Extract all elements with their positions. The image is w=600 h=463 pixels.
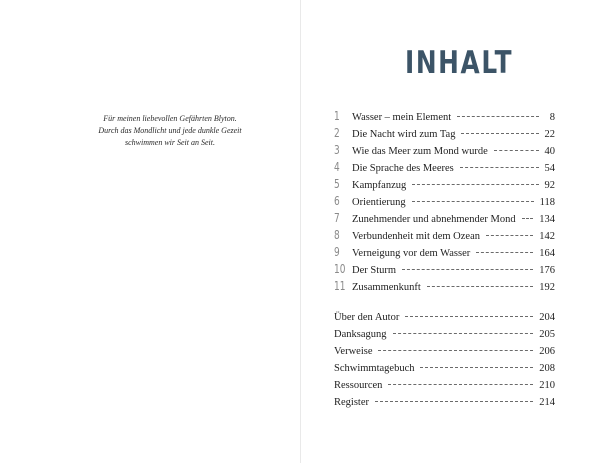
chapter-title: Die Nacht wird zum Tag	[352, 129, 456, 140]
chapter-title: Wie das Meer zum Mond wurde	[352, 146, 488, 157]
page-number: 54	[544, 163, 555, 174]
toc-entry[interactable]	[334, 176, 555, 193]
toc-entry[interactable]	[334, 394, 555, 411]
page-number: 214	[539, 397, 555, 408]
dot-leader	[375, 401, 533, 402]
dot-leader	[405, 316, 533, 317]
dot-leader	[476, 252, 533, 253]
chapter-title: Verbundenheit mit dem Ozean	[352, 231, 480, 242]
chapter-title: Zunehmender und abnehmender Mond	[352, 214, 516, 225]
back-matter-title: Register	[334, 397, 369, 408]
chapter-title: Zusammenkunft	[352, 282, 421, 293]
dedication-line: schwimmen wir Seit an Seit.	[125, 138, 215, 147]
page-number: 210	[539, 380, 555, 391]
page-number: 206	[539, 346, 555, 357]
dot-leader	[460, 167, 539, 168]
page-number: 92	[544, 180, 555, 191]
toc-entry[interactable]	[334, 377, 555, 394]
back-matter-title: Danksagung	[334, 329, 387, 340]
chapter-title: Verneigung vor dem Wasser	[352, 248, 471, 259]
toc-entry[interactable]	[334, 360, 555, 377]
page-number: 176	[539, 265, 555, 276]
chapter-number: 8	[334, 228, 340, 242]
dot-leader	[378, 350, 533, 351]
dedication-line: Durch das Mondlicht und jede dunkle Gezeit	[98, 126, 242, 135]
chapter-number: 1	[334, 109, 340, 123]
toc-entry[interactable]	[334, 142, 555, 159]
page-number: 142	[539, 231, 555, 242]
page-number: 40	[544, 146, 555, 157]
toc-entry[interactable]	[334, 210, 555, 227]
page-number: 164	[539, 248, 555, 259]
dot-leader	[402, 269, 533, 270]
chapter-number: 3	[334, 143, 340, 157]
dot-leader	[461, 133, 538, 134]
page-number: 8	[549, 112, 555, 123]
dot-leader	[486, 235, 533, 236]
chapter-number: 7	[334, 211, 340, 225]
chapter-number: 5	[334, 177, 340, 191]
dot-leader	[412, 184, 538, 185]
dot-leader	[457, 116, 539, 117]
back-matter-title: Verweise	[334, 346, 373, 357]
dot-leader	[388, 384, 533, 385]
dot-leader	[494, 150, 539, 151]
toc-entry[interactable]	[334, 159, 555, 176]
toc-entry[interactable]	[334, 309, 555, 326]
page-number: 118	[539, 197, 555, 208]
back-matter-title: Schwimmtagebuch	[334, 363, 415, 374]
dot-leader	[420, 367, 533, 368]
back-matter-title: Über den Autor	[334, 312, 400, 323]
toc-entry[interactable]	[334, 227, 555, 244]
page-number: 204	[539, 312, 555, 323]
toc-entry[interactable]	[334, 108, 555, 125]
page-gutter	[300, 0, 301, 463]
chapter-number: 2	[334, 126, 340, 140]
chapter-title: Kampfanzug	[352, 180, 407, 191]
page-number: 22	[544, 129, 555, 140]
toc-entry[interactable]	[334, 261, 555, 278]
chapter-list	[334, 108, 555, 295]
toc-entry[interactable]	[334, 278, 555, 295]
chapter-title: Orientierung	[352, 197, 406, 208]
dot-leader	[412, 201, 534, 202]
chapter-number: 10	[334, 262, 346, 276]
back-matter-list	[334, 309, 555, 411]
page-number: 192	[539, 282, 555, 293]
page-number: 205	[539, 329, 555, 340]
dot-leader	[427, 286, 533, 287]
toc-entry[interactable]	[334, 244, 555, 261]
toc-entry[interactable]	[334, 343, 555, 360]
chapter-title: Wasser – mein Element	[352, 112, 452, 123]
chapter-number: 11	[334, 279, 346, 293]
dedication-line: Für meinen liebevollen Gefährten Blyton.	[103, 114, 237, 123]
page-number: 208	[539, 363, 555, 374]
dedication	[82, 113, 258, 149]
dot-leader	[522, 218, 534, 219]
chapter-title: Der Sturm	[352, 265, 397, 276]
chapter-title: Die Sprache des Meeres	[352, 163, 454, 174]
page-number: 134	[539, 214, 555, 225]
toc-title: INHALT	[405, 45, 514, 81]
dot-leader	[393, 333, 534, 334]
back-matter-title: Ressourcen	[334, 380, 383, 391]
toc-entry[interactable]	[334, 125, 555, 142]
chapter-number: 6	[334, 194, 340, 208]
chapter-number: 4	[334, 160, 340, 174]
chapter-number: 9	[334, 245, 340, 259]
toc-entry[interactable]	[334, 193, 555, 210]
toc-entry[interactable]	[334, 326, 555, 343]
